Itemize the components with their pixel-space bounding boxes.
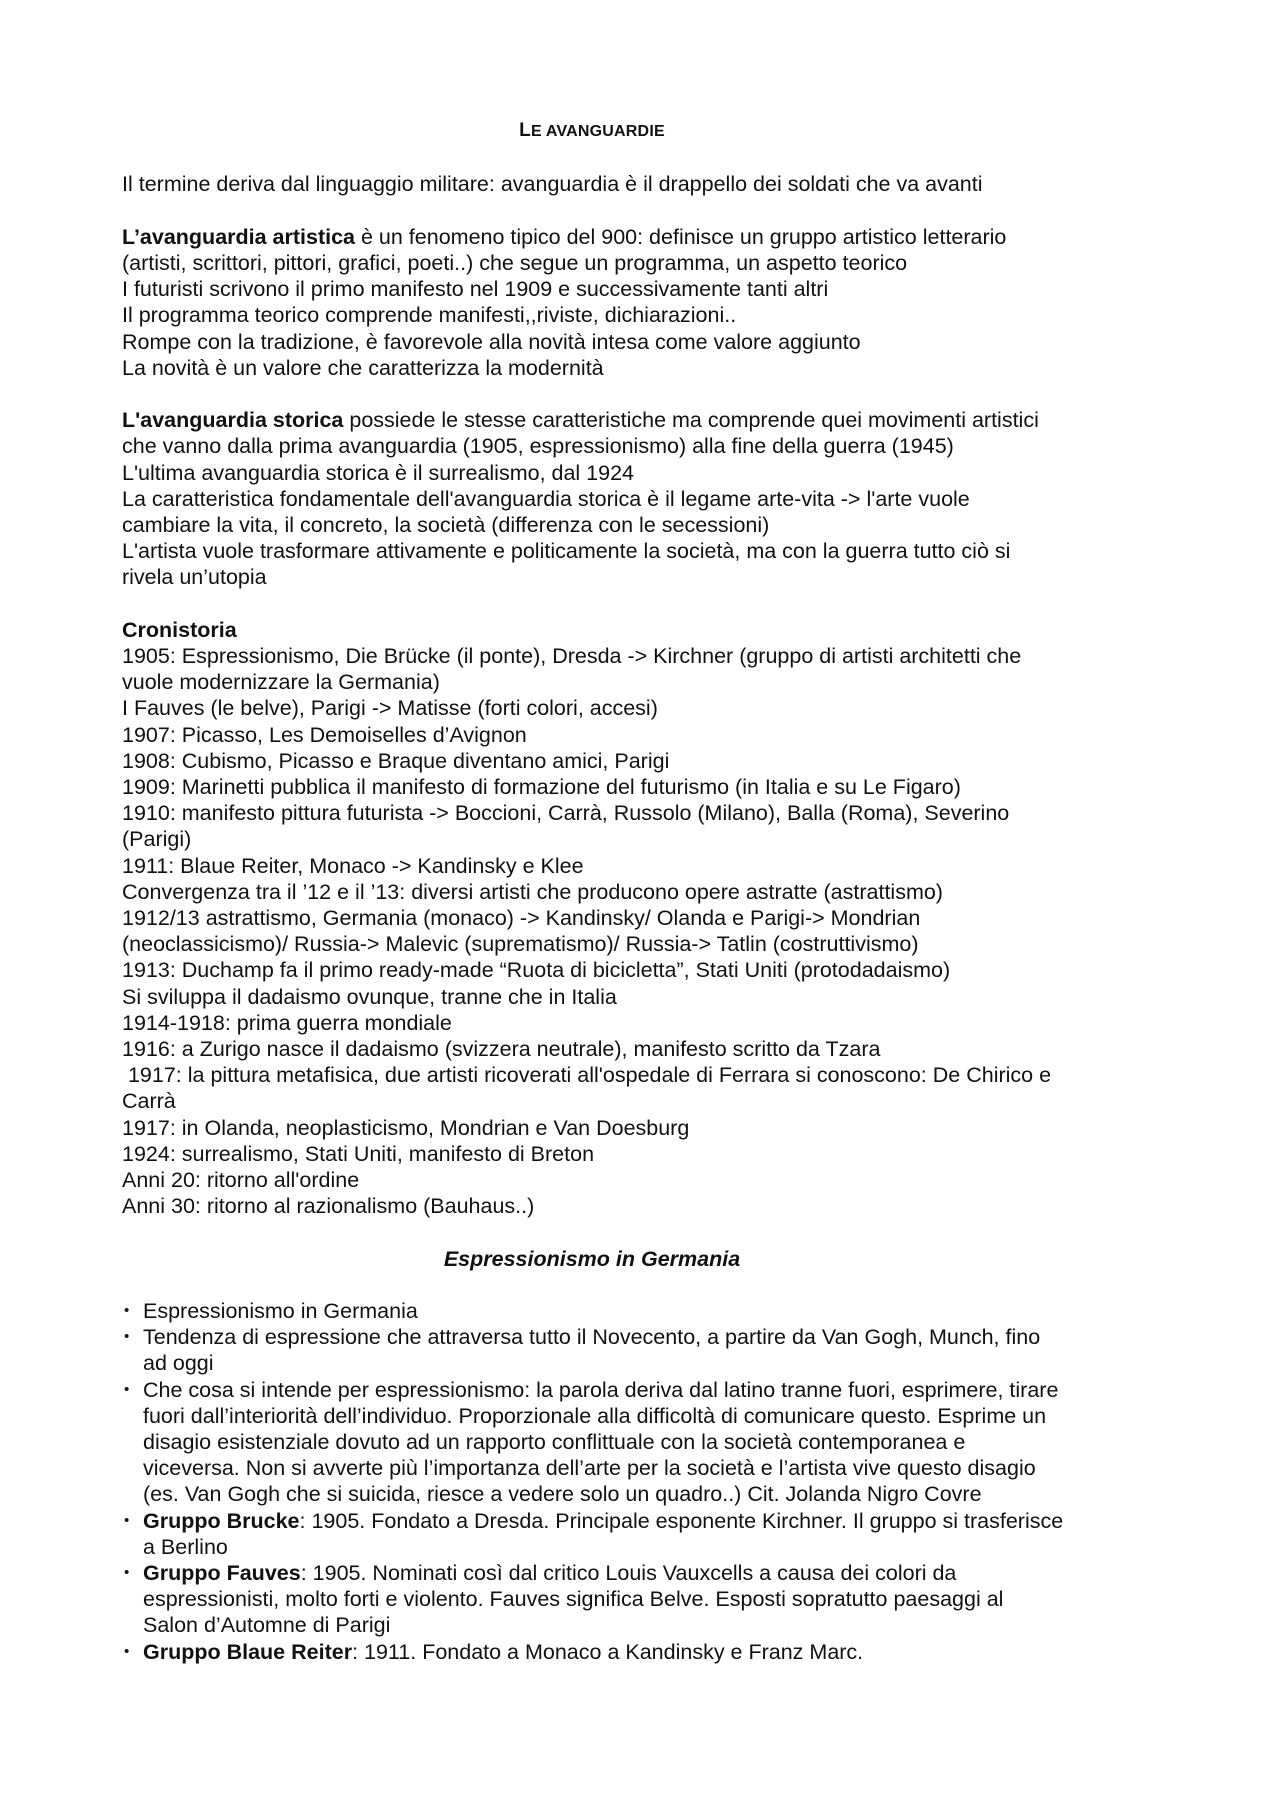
timeline-line: vuole modernizzare la Germania) <box>122 670 440 695</box>
timeline-line: 1907: Picasso, Les Demoiselles d’Avignon <box>122 722 527 747</box>
paragraph-line: La novità è un valore che caratterizza la modernità <box>122 355 604 380</box>
document-page <box>122 118 1182 1665</box>
document-title: LE AVANGUARDIE <box>519 120 665 141</box>
list-item: • Che cosa si intende per espressionismo: la parola deriva dal latino tranne fuori, esprimere, tirare fuori dall’interiorità dell’individuo. Proporzionale alla difficoltà di comunicare questo. Esprime un disagio esistenziale dovuto ad un rapporto conflittuale con la società contemporanea e viceversa. Non si avverte più l’importanza dell’arte per la società e l’artista vive questo disagio (es. Van Gogh che si suicida, riesce a vedere solo un quadro..) Cit. Jolanda Nigro Covre <box>122 1377 1182 1508</box>
section-avanguardia-artistica <box>122 224 1182 381</box>
timeline-line: (neoclassicismo)/ Russia-> Malevic (suprematismo)/ Russia-> Tatlin (costruttivismo) <box>122 932 919 957</box>
timeline-line: 1914-1918: prima guerra mondiale <box>122 1010 452 1035</box>
paragraph-line: che vanno dalla prima avanguardia (1905, espressionismo) alla fine della guerra (1945) <box>122 434 954 459</box>
timeline-line: 1916: a Zurigo nasce il dadaismo (svizzera neutrale), manifesto scritto da Tzara <box>122 1037 881 1062</box>
list-item: • Tendenza di espressione che attraversa tutto il Novecento, a partire da Van Gogh, Munch, fino ad oggi <box>122 1324 1182 1376</box>
paragraph-line: (artisti, scrittori, pittori, grafici, poeti..) che segue un programma, un aspetto teorico <box>122 250 908 275</box>
section-espressionismo <box>122 1246 1182 1665</box>
spacer <box>122 198 1182 224</box>
timeline-line: I Fauves (le belve), Parigi -> Matisse (forti colori, accesi) <box>122 696 658 721</box>
paragraph-line: I futuristi scrivono il primo manifesto nel 1909 e successivamente tanti altri <box>122 277 829 302</box>
timeline-line: Convergenza tra il ’12 e il ’13: diversi artisti che producono opere astratte (astrattismo) <box>122 879 943 904</box>
timeline-line: 1905: Espressionismo, Die Brücke (il ponte), Dresda -> Kirchner (gruppo di artisti architetti che <box>122 644 1022 668</box>
spacer <box>122 145 1182 171</box>
timeline-line: 1908: Cubismo, Picasso e Braque diventano amici, Parigi <box>122 748 670 773</box>
paragraph-line: L’avanguardia artistica è un fenomeno tipico del 900: definisce un gruppo artistico letterario <box>122 224 1007 249</box>
paragraph-line: La caratteristica fondamentale dell'avanguardia storica è il legame arte-vita -> l'arte vuole <box>122 486 970 511</box>
paragraph-line: rivela un’utopia <box>122 565 267 590</box>
section-heading: Espressionismo in Germania <box>443 1246 741 1271</box>
timeline-line: Anni 20: ritorno all'ordine <box>122 1168 360 1193</box>
list-item: • Gruppo Fauves: 1905. Nominati così dal critico Louis Vauxcells a causa dei colori da espressionisti, molto forti e violento. Fauves significa Belve. Esposti sopratutto paesaggi al Salon d’Automne di Parigi <box>122 1560 1182 1639</box>
intro-paragraph: Il termine deriva dal linguaggio militare: avanguardia è il drappello dei soldati che va avanti <box>122 172 983 197</box>
section-cronistoria <box>122 617 1182 1220</box>
timeline-line: 1917: la pittura metafisica, due artisti ricoverati all'ospedale di Ferrara si conoscono: De Chirico e <box>122 1063 1052 1088</box>
timeline-line: (Parigi) <box>122 827 192 852</box>
timeline-line: Anni 30: ritorno al razionalismo (Bauhaus..) <box>122 1194 535 1219</box>
timeline-line: 1912/13 astrattismo, Germania (monaco) -> Kandinsky/ Olanda e Parigi-> Mondrian <box>122 906 921 931</box>
section-avanguardia-storica <box>122 407 1182 590</box>
timeline-line: 1911: Blaue Reiter, Monaco -> Kandinsky e Klee <box>122 853 584 878</box>
term-bold: Gruppo Fauves <box>143 1561 301 1586</box>
paragraph-line: cambiare la vita, il concreto, la società (differenza con le secessioni) <box>122 513 770 537</box>
paragraph-line: Il programma teorico comprende manifesti,,riviste, dichiarazioni.. <box>122 303 737 328</box>
bullet-list <box>122 1298 1182 1665</box>
timeline-line: Carrà <box>122 1089 176 1114</box>
list-item: • Gruppo Blaue Reiter: 1911. Fondato a Monaco a Kandinsky e Franz Marc. <box>122 1639 1182 1665</box>
timeline-line: Si sviluppa il dadaismo ovunque, tranne che in Italia <box>122 984 617 1009</box>
paragraph-line: L'avanguardia storica possiede le stesse caratteristiche ma comprende quei movimenti artistici <box>122 408 1039 433</box>
timeline-line: 1924: surrealismo, Stati Uniti, manifesto di Breton <box>122 1141 595 1166</box>
spacer <box>122 591 1182 617</box>
paragraph-line: L'ultima avanguardia storica è il surrealismo, dal 1924 <box>122 460 635 485</box>
spacer <box>122 1219 1182 1245</box>
paragraph-line: Rompe con la tradizione, è favorevole alla novità intesa come valore aggiunto <box>122 329 861 354</box>
spacer <box>122 1272 1182 1298</box>
timeline-line: 1917: in Olanda, neoplasticismo, Mondrian e Van Doesburg <box>122 1115 690 1140</box>
spacer <box>122 381 1182 407</box>
term-bold: Gruppo Brucke <box>143 1508 300 1533</box>
paragraph-line: L'artista vuole trasformare attivamente e politicamente la società, ma con la guerra tutto ciò si <box>122 539 1011 564</box>
list-item: • Gruppo Brucke: 1905. Fondato a Dresda. Principale esponente Kirchner. Il gruppo si trasferisce a Berlino <box>122 1508 1182 1560</box>
timeline-line: 1913: Duchamp fa il primo ready-made “Ruota di bicicletta”, Stati Uniti (protodadaismo) <box>122 958 951 983</box>
list-item: • Espressionismo in Germania <box>122 1298 1182 1324</box>
section-heading: Cronistoria <box>122 617 237 642</box>
timeline-line: 1909: Marinetti pubblica il manifesto di formazione del futurismo (in Italia e su Le Figaro) <box>122 775 961 800</box>
timeline-line: 1910: manifesto pittura futurista -> Boccioni, Carrà, Russolo (Milano), Balla (Roma), Severino <box>122 801 1010 826</box>
term-bold: L'avanguardia storica <box>122 408 344 433</box>
term-bold: L’avanguardia artistica <box>122 224 356 249</box>
term-bold: Gruppo Blaue Reiter <box>143 1639 353 1664</box>
